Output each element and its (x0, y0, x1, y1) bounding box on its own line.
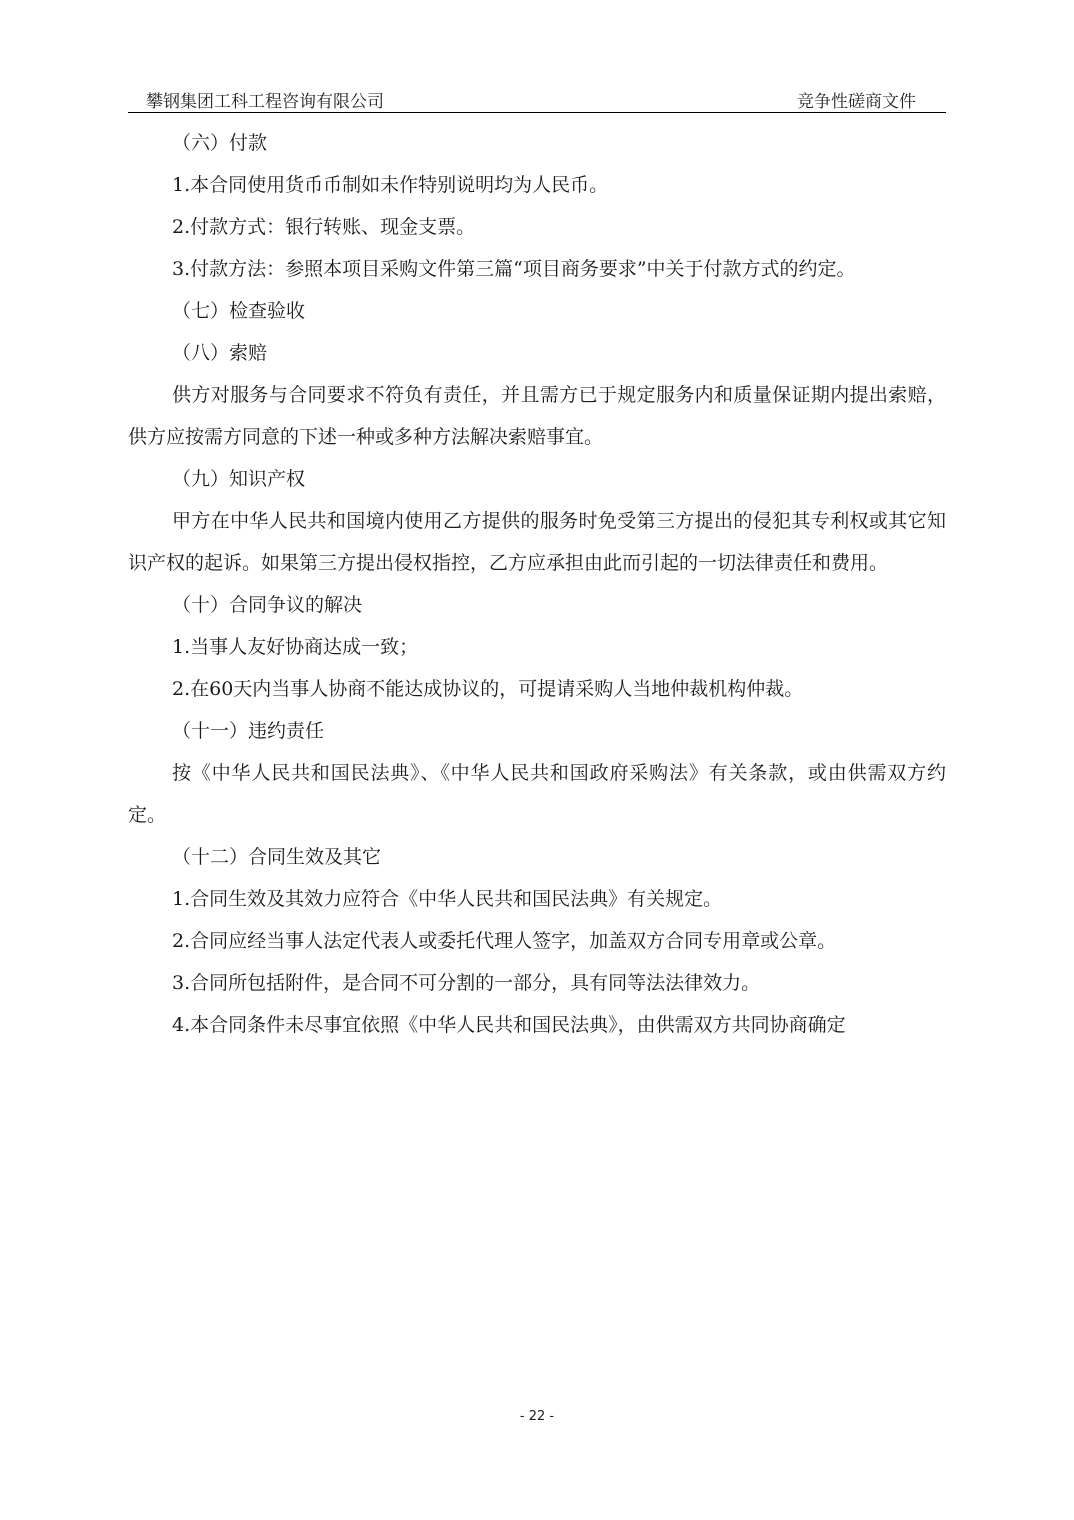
page-header (128, 86, 946, 112)
ip-paragraph: 甲方在中华人民共和国境内使用乙方提供的服务时免受第三方提出的侵犯其专利权或其它知识产权的起诉。如果第三方提出侵权指控，乙方应承担由此而引起的一切法律责任和费用。 (128, 510, 946, 574)
header-doc-type: 竞争性磋商文件 (797, 92, 916, 112)
payment-item-3: 3.付款方法：参照本项目采购文件第三篇“项目商务要求”中关于付款方式的约定。 (172, 258, 856, 280)
payment-item-1: 1.本合同使用货币币制如未作特别说明均为人民币。 (172, 174, 609, 196)
effect-item-4: 4.本合同条件未尽事宜依照《中华人民共和国民法典》，由供需双方共同协商确定 (172, 1014, 846, 1036)
payment-item-2: 2.付款方式：银行转账、现金支票。 (172, 216, 476, 238)
effect-item-1: 1.合同生效及其效力应符合《中华人民共和国民法典》有关规定。 (172, 888, 723, 910)
section-heading-breach: （十一）违约责任 (172, 720, 325, 742)
page-number: - 22 - (519, 1409, 555, 1424)
header-company: 攀钢集团工科工程咨询有限公司 (146, 92, 384, 112)
section-heading-effect: （十二）合同生效及其它 (172, 846, 382, 868)
header-rule (128, 112, 946, 113)
section-heading-payment: （六）付款 (172, 132, 268, 154)
disputes-item-1: 1.当事人友好协商达成一致； (172, 636, 419, 658)
section-heading-claims: （八）索赔 (172, 342, 268, 364)
claims-paragraph: 供方对服务与合同要求不符负有责任，并且需方已于规定服务内和质量保证期内提出索赔，供方应按需方同意的下述一种或多种方法解决索赔事宜。 (128, 384, 946, 448)
document-body (128, 122, 946, 1046)
section-heading-ip: （九）知识产权 (172, 468, 306, 490)
effect-item-2: 2.合同应经当事人法定代表人或委托代理人签字，加盖双方合同专用章或公章。 (172, 930, 837, 952)
breach-paragraph: 按《中华人民共和国民法典》、《中华人民共和国政府采购法》有关条款，或由供需双方约定。 (128, 762, 946, 826)
effect-item-3: 3.合同所包括附件，是合同不可分割的一部分，具有同等法法律效力。 (172, 972, 761, 994)
section-heading-disputes: （十）合同争议的解决 (172, 594, 363, 616)
section-heading-inspection: （七）检查验收 (172, 300, 306, 322)
disputes-item-2: 2.在60天内当事人协商不能达成协议的，可提请采购人当地仲裁机构仲裁。 (172, 678, 804, 700)
